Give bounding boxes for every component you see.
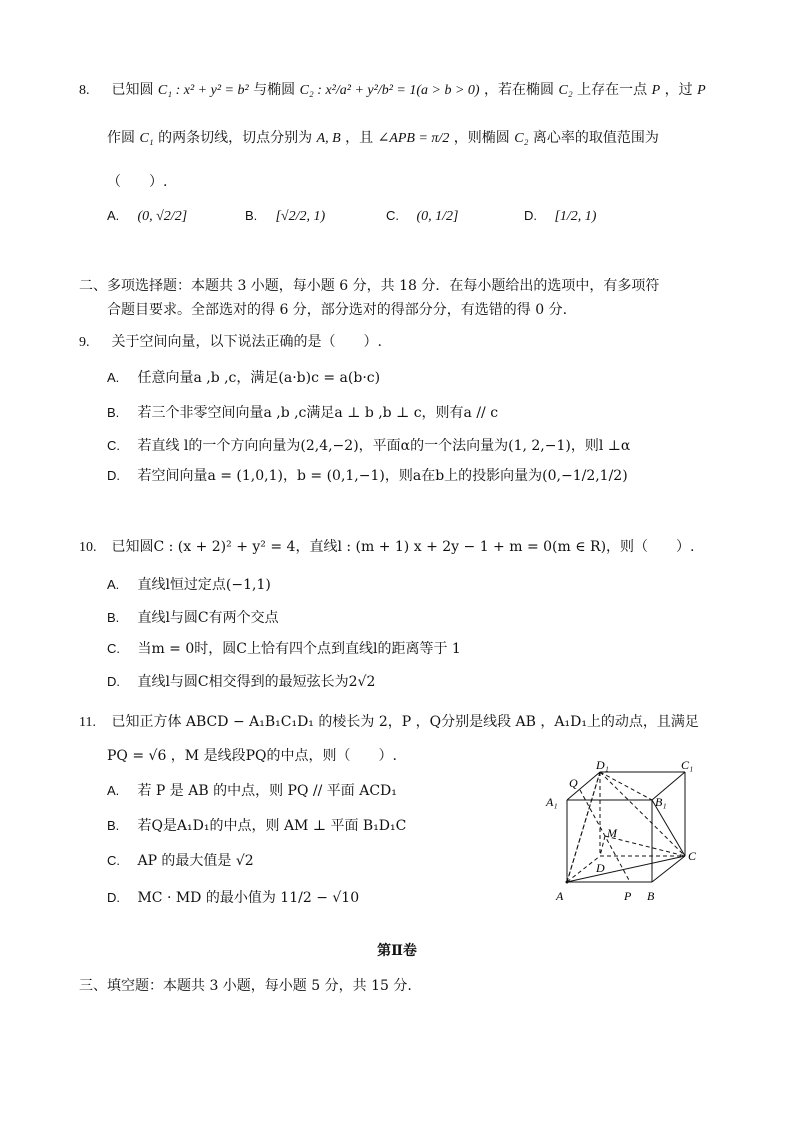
- q8-stem-part5: ，过: [664, 82, 693, 98]
- cube-label-b1: B₁: [655, 795, 667, 809]
- q8-c2-name: C₂: [558, 83, 573, 98]
- q11-option-a-text: 若 P 是 AB 的中点，则 PQ // 平面 ACD₁: [137, 783, 397, 799]
- q8-option-d: [524, 206, 596, 227]
- q11-option-a: [107, 781, 397, 801]
- q8-option-c: [386, 206, 458, 227]
- cube-figure: [540, 752, 710, 910]
- q8-line2-part5: 离心率的取值范围为: [532, 130, 659, 146]
- cube-label-a1: A₁: [546, 795, 558, 809]
- cube-label-p: P: [624, 889, 632, 903]
- q8-line2-part3: ，且: [345, 130, 374, 146]
- q11-option-a-label: A.: [107, 783, 120, 798]
- q10-option-a: [107, 575, 271, 595]
- q11-option-b-text: 若Q是A₁D₁的中点，则 AM ⊥ 平面 B₁D₁C: [137, 818, 407, 834]
- q11-option-b-label: B.: [107, 818, 120, 833]
- q9-number: 9.: [79, 335, 90, 350]
- q11-option-c-text: AP 的最大值是 √2: [137, 853, 254, 869]
- q10-number: 10.: [79, 540, 97, 555]
- q11-option-c: [107, 851, 254, 871]
- cube-label-d: D: [596, 861, 605, 875]
- cube-label-q: Q: [569, 776, 578, 790]
- q8-option-a-label: A.: [107, 208, 120, 223]
- part2-title: 第Ⅱ卷: [377, 943, 417, 959]
- q8-option-d-text: [1/2, 1): [554, 209, 597, 224]
- q9-stem: 关于空间向量，以下说法正确的是（ ）.: [111, 334, 382, 350]
- q8-line2-part1: 作圆: [107, 130, 135, 146]
- q11-option-b: [107, 816, 406, 836]
- q9-option-d-text: 若空间向量a = (1,0,1)，b = (0,1,−1)，则a在b上的投影向量为(0,−1/2,1/2): [137, 468, 628, 484]
- q9-option-b: [107, 403, 498, 423]
- q8-line1: 8. 已知圆 C₁ : x² + y² = b² 与椭圆 C₂ : x²/a² + y²/b² = 1(a > b > 0) ，若在椭圆 C₂ 上存在一点 P ，过 P: [79, 80, 706, 101]
- q8-stem-part3: ，若在椭圆: [484, 82, 555, 98]
- q8-option-a-text: (0, √2/2]: [137, 209, 188, 224]
- q8-c1-name: C₁: [139, 131, 154, 146]
- q8-c1-equation: C₁ : x² + y² = b²: [157, 83, 249, 98]
- q11-stem-line2: PQ = √6 ，M 是线段PQ的中点，则（ ）.: [107, 748, 397, 764]
- section3-heading: 三、填空题：本题共 3 小题，每小题 5 分，共 15 分.: [79, 978, 412, 994]
- q9-option-a: [107, 368, 380, 388]
- q9-option-d: [107, 466, 628, 486]
- q10-option-b-text: 直线l与圆C有两个交点: [137, 610, 279, 626]
- cube-label-b: B: [647, 889, 655, 903]
- q11-option-c-label: C.: [107, 853, 120, 868]
- q9-option-c-text: 若直线 l的一个方向向量为(2,4,−2)，平面α的一个法向量为(1, 2,−1)，则l ⊥α: [137, 438, 631, 454]
- q11-option-d-label: D.: [107, 890, 120, 905]
- q8-angle: ∠APB = π/2: [377, 131, 450, 146]
- q8-option-b: [245, 206, 325, 227]
- q10-option-c-text: 当m = 0时，圆C上恰有四个点到直线l的距离等于 1: [137, 641, 461, 657]
- q8-option-c-label: C.: [386, 208, 399, 223]
- q8-points-ab: A, B: [316, 131, 341, 146]
- q10-option-d-text: 直线l与圆C相交得到的最短弦长为2√2: [137, 674, 376, 690]
- q11-number: 11.: [79, 715, 96, 730]
- cube-label-c1: C₁: [681, 758, 694, 772]
- q8-paren: （ ）.: [107, 174, 168, 190]
- q9-option-b-label: B.: [107, 405, 120, 420]
- q8-option-b-text: [√2/2, 1): [275, 209, 326, 224]
- q10-option-d: [107, 672, 375, 692]
- cube-label-d1: D₁: [596, 758, 609, 772]
- q8-option-c-text: (0, 1/2]: [416, 209, 459, 224]
- q10-stem: 已知圆C : (x + 2)² + y² = 4，直线l : (m + 1) x + 2y − 1 + m = 0(m ∈ R)，则（ ）.: [111, 539, 695, 555]
- section2-line1: 二、多项选择题：本题共 3 小题，每小题 6 分，共 18 分．在每小题给出的选项中，有多项符: [79, 278, 660, 294]
- q8-point-p: P: [651, 83, 661, 98]
- q11-stem1: 已知正方体 ABCD − A₁B₁C₁D₁ 的棱长为 2，P ，Q分别是线段 AB ，A₁D₁上的动点，且满足: [111, 714, 699, 730]
- q10-option-c: [107, 639, 461, 659]
- q9-option-a-text: 任意向量a ,b ,c，满足(a·b)c = a(b·c): [137, 370, 381, 386]
- q10-option-d-label: D.: [107, 674, 120, 689]
- q8-line2: [107, 128, 659, 149]
- q10-option-c-label: C.: [107, 641, 120, 656]
- q10-option-a-text: 直线l恒过定点(−1,1): [137, 577, 271, 593]
- q8-stem-part4: 上存在一点: [577, 82, 648, 98]
- q8-line2-part4: ，则椭圆: [453, 130, 510, 146]
- q11-option-d: [107, 888, 359, 908]
- q8-stem-part2: 与椭圆: [253, 82, 296, 98]
- q9-option-c-label: C.: [107, 438, 120, 453]
- q9-stem-line: [79, 332, 382, 353]
- section2-line2: 合题目要求。全部选对的得 6 分，部分选对的得部分分，有选错的得 0 分.: [107, 302, 568, 318]
- q10-option-a-label: A.: [107, 577, 120, 592]
- cube-label-a: A: [556, 889, 564, 903]
- q8-number: 8.: [79, 83, 90, 98]
- q10-option-b: [107, 608, 279, 628]
- q9-option-d-label: D.: [107, 468, 120, 483]
- cube-label-m: M: [607, 826, 617, 840]
- q8-c2-name-2: C₂: [514, 131, 529, 146]
- q11-option-d-text: MC · MD 的最小值为 11/2 − √10: [137, 890, 360, 906]
- q8-line2-part2: 的两条切线，切点分别为: [158, 130, 313, 146]
- q8-option-b-label: B.: [245, 208, 258, 223]
- q11-stem-line1: [79, 712, 699, 733]
- q9-option-a-label: A.: [107, 370, 120, 385]
- q9-option-c: [107, 436, 630, 456]
- q8-option-a: [107, 206, 187, 227]
- q9-option-b-text: 若三个非零空间向量a ,b ,c满足a ⊥ b ,b ⊥ c，则有a // c: [137, 405, 499, 421]
- q8-option-d-label: D.: [524, 208, 537, 223]
- q10-option-b-label: B.: [107, 610, 120, 625]
- q8-c2-equation: C₂ : x²/a² + y²/b² = 1(a > b > 0): [299, 83, 480, 98]
- q8-stem-part1: 已知圆: [111, 82, 154, 98]
- cube-label-c: C: [688, 849, 697, 863]
- q10-stem-line: [79, 537, 695, 558]
